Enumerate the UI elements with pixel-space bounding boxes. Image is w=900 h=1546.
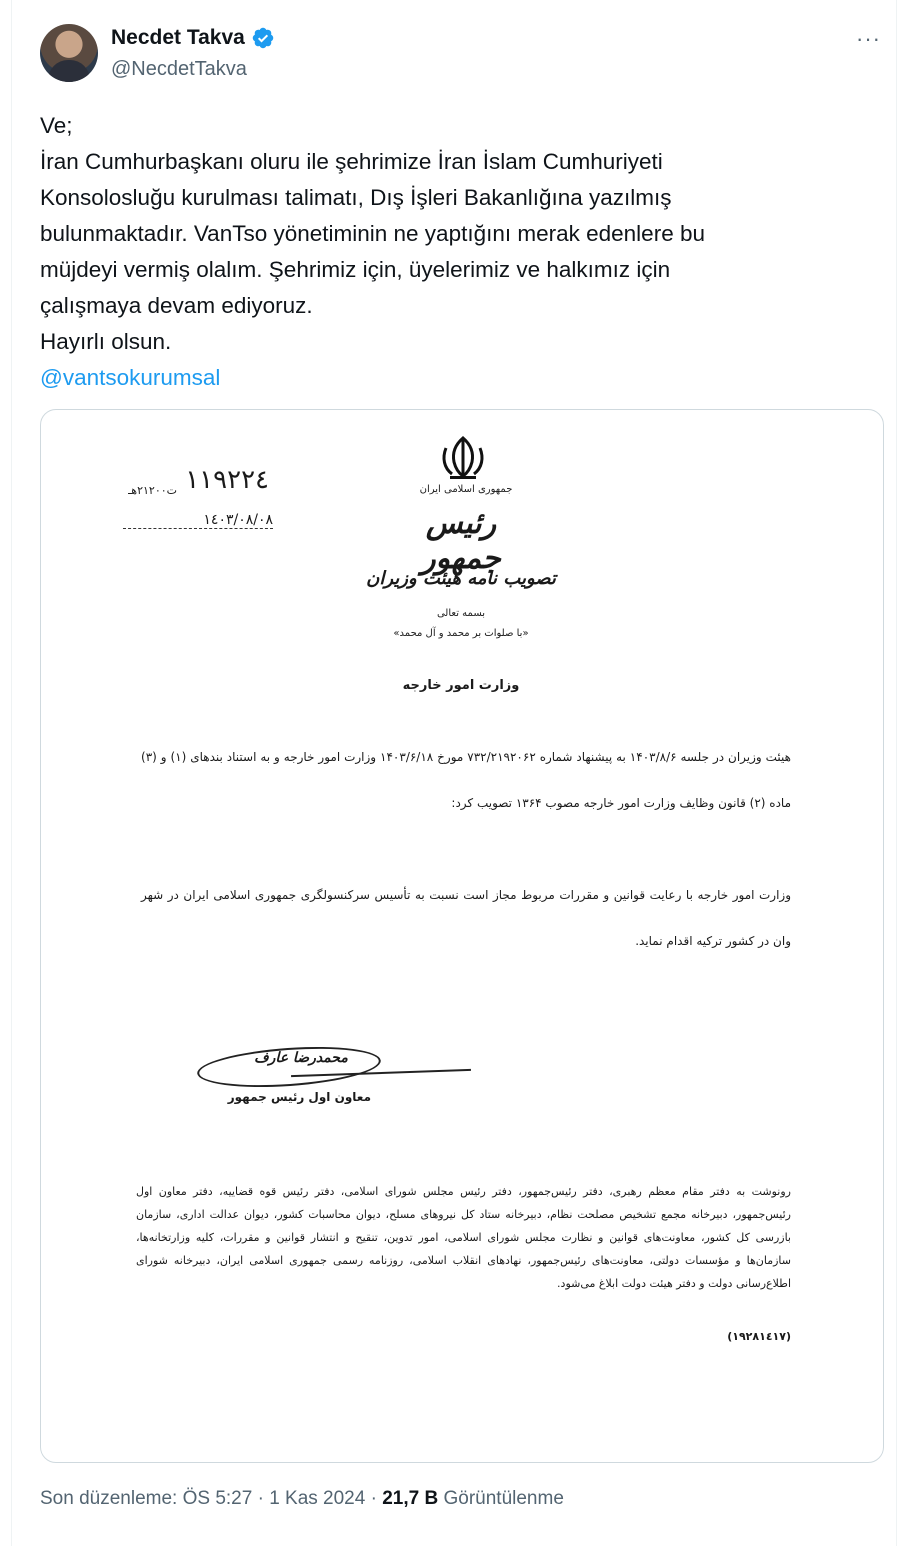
document-cc-list: رونوشت به دفتر مقام معظم رهبری، دفتر رئیس‌جمهور، دفتر رئیس مجلس شورای اسلامی، دفتر رئیس قوه قضاییه، دفتر معاون اول رئیس‌جمهور، دبیرخانه مجمع تشخیص مصلحت نظام، دبیرخانه ستاد کل نیروهای مسلح، دیوان محاسبات کشور، دیوان عدالت اداری، سازمان بازرسی کل کشور، معاونت‌های قوانین و نظارت مجلس شورای اسلامی، امور تدوین، تنقیح و انتشار قوانین و مقررات، کلیه وزارتخانه‌ها، سازمان‌ها و مؤسسات دولتی، معاونت‌های رئیس‌جمهور، نهادهای انقلاب اسلامی، روزنامه رسمی جمهوری اسلامی ایران، دبیرخانه شورای اطلاع‌رسانی دولت و دفتر هیئت دولت ابلاغ می‌شود. bbox=[136, 1185, 791, 1290]
document-paragraph-1: هیئت وزیران در جلسه ۱۴۰۳/۸/۶ به پیشنهاد شماره ۷۳۲/۲۱۹۲۰۶۲ مورخ ۱۴۰۳/۶/۱۸ وزارت امور خارجه و به استناد بندهای (۱) و (۳) ماده (۲) قانون وظایف وزارت امور خارجه مصوب ۱۳۶۴ تصویب کرد: bbox=[141, 750, 791, 810]
author-name-row[interactable] bbox=[111, 26, 275, 50]
timeline-border-left bbox=[11, 0, 12, 1546]
author-name[interactable]: Necdet Takva bbox=[111, 26, 245, 49]
document-page bbox=[41, 410, 883, 1462]
document-reference-code: (١٩٢٨١٤١٧) bbox=[727, 1330, 791, 1343]
iran-emblem-icon bbox=[438, 434, 488, 480]
document-date: ١٤٠٣/٠٨/٠٨ bbox=[123, 512, 273, 529]
signer-title: معاون اول رئیس جمهور bbox=[227, 1090, 371, 1104]
views-count: 21,7 B bbox=[382, 1488, 439, 1509]
document-number-code: ت٢١٢٠٠هـ bbox=[128, 484, 177, 497]
edited-timestamp[interactable]: Son düzenleme: ÖS 5:27 · 1 Kas 2024 · bbox=[40, 1488, 377, 1509]
signer-name: محمدرضا عارف bbox=[254, 1050, 348, 1066]
seal-country: جمهوری اسلامی ایران bbox=[419, 484, 513, 495]
seal-subtitle: تصویب نامه هیئت وزیران bbox=[366, 568, 556, 589]
tweet-line: çalışmaya devam ediyoruz. bbox=[40, 293, 313, 318]
tweet-line: Ve; bbox=[40, 113, 73, 138]
tweet-line: Hayırlı olsun. bbox=[40, 329, 172, 354]
tweet-line: Konsolosluğu kurulması talimatı, Dış İşleri Bakanlığına yazılmış bbox=[40, 185, 672, 210]
attached-document-image[interactable] bbox=[40, 409, 884, 1463]
tweet-text bbox=[40, 108, 840, 396]
salawat: «با صلوات بر محمد و آل محمد» bbox=[393, 628, 529, 639]
mention-link[interactable]: @vantsokurumsal bbox=[40, 365, 221, 390]
basmala: بسمه تعالی bbox=[436, 608, 486, 619]
more-horizontal-icon[interactable]: ··· bbox=[856, 26, 881, 51]
tweet-metadata bbox=[40, 1488, 564, 1510]
views-label: Görüntülenme bbox=[443, 1488, 564, 1509]
tweet-line: müjdeyi vermiş olalım. Şehrimiz için, üyelerimiz ve halkımız için bbox=[40, 257, 671, 282]
avatar[interactable] bbox=[40, 24, 98, 82]
document-recipient: وزارت امور خارجه bbox=[402, 678, 520, 693]
author-handle[interactable]: @NecdetTakva bbox=[111, 58, 247, 80]
document-number: ١١٩٢٢٤ bbox=[185, 465, 269, 495]
tweet-line: bulunmaktadır. VanTso yönetiminin ne yaptığını merak edenlere bu bbox=[40, 221, 705, 246]
tweet-line: İran Cumhurbaşkanı oluru ile şehrimize İran İslam Cumhuriyeti bbox=[40, 149, 663, 174]
verified-badge-icon bbox=[251, 26, 275, 50]
seal-title: رئیس جمهور bbox=[421, 506, 501, 576]
timeline-border-right bbox=[896, 0, 897, 1546]
document-paragraph-2: وزارت امور خارجه با رعایت قوانین و مقررات مربوط مجاز است نسبت به تأسیس سرکنسولگری جمهوری اسلامی ایران در شهر وان در کشور ترکیه اقدام نماید. bbox=[141, 888, 791, 948]
